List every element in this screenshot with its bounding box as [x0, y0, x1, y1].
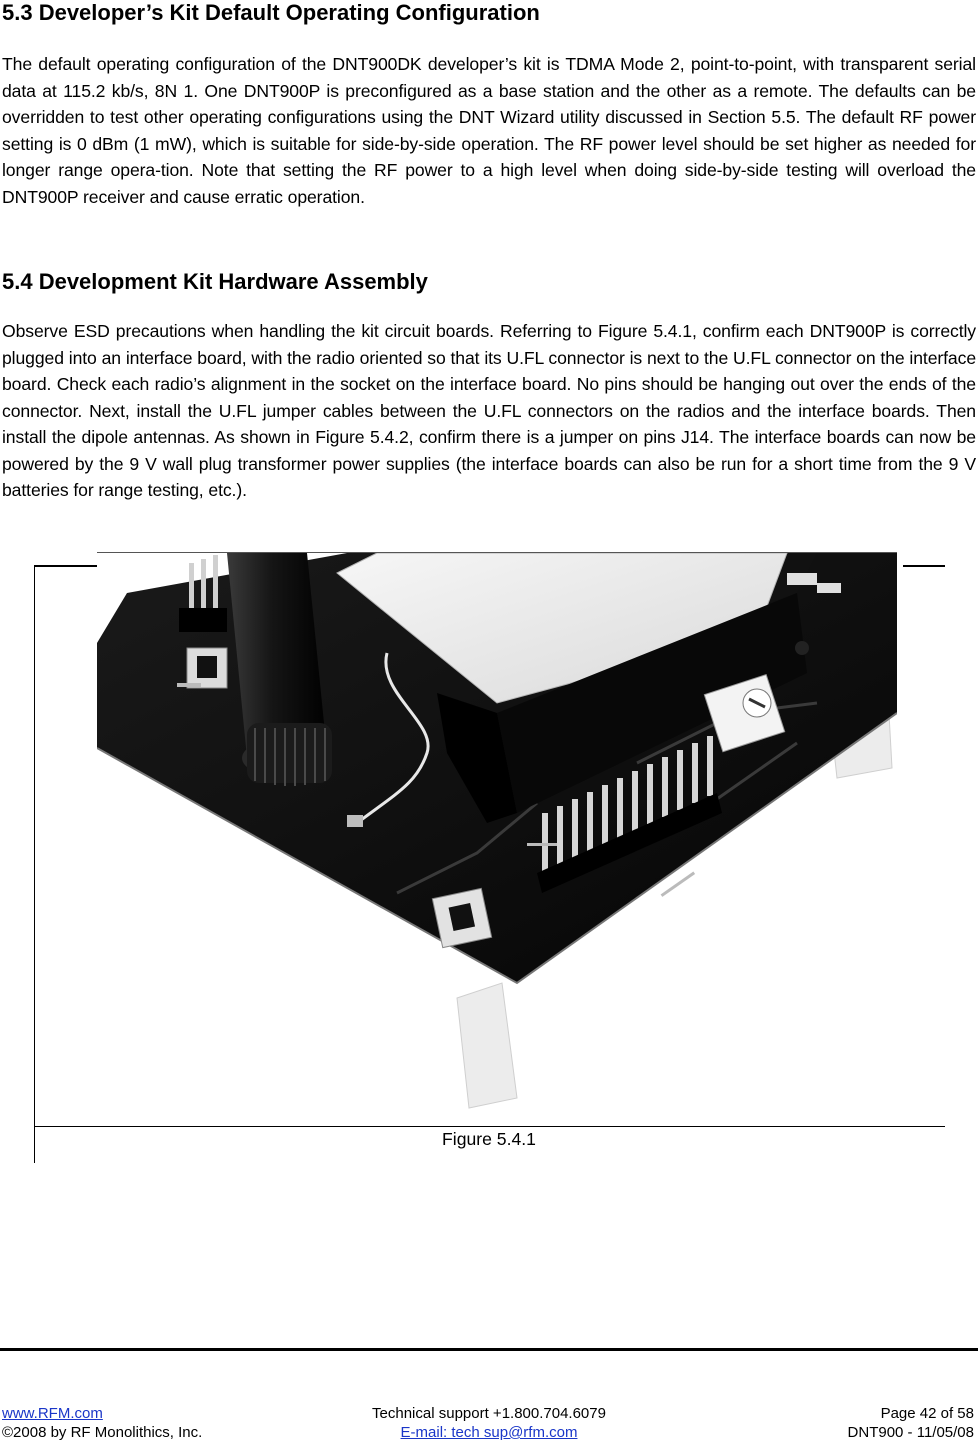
footer-support-phone: Technical support +1.800.704.6079 — [372, 1405, 606, 1422]
footer-document-id: DNT900 - 11/05/08 — [847, 1424, 974, 1441]
section-heading-5-4: 5.4 Development Kit Hardware Assembly — [2, 269, 428, 294]
section-body-5-4: Observe ESD precautions when handling the kit circuit boards. Referring to Figure 5.4.1, confirm each DNT900P is correctly plugged into an interface board, with the radio oriented so that its U.FL connector is next to the U.FL connector on the interface board. Check each radio’s alignment in the socket on the interface board. No pins should be hanging out over the ends of the connector. Next, install the U.FL jumper cables between the U.FL connectors on the radios and the interface boards. Then install the dipole antennas. As shown in Figure 5.4.2, confirm there is a jumper on pins J14. The interface boards can now be powered by the 9 V wall plug transformer power supplies (the interface boards can also be run for a short time from the 9 V batteries for range testing, etc.). — [2, 321, 976, 500]
section-body-5-3: The default operating configuration of the DNT900DK developer’s kit is TDMA Mode 2, point-to-point, with transparent serial data at 115.2 kb/s, 8N 1. One DNT900P is preconfigured as a base station and the other as a remote. The defaults can be overridden to test other operating configurations using the DNT Wizard utility discussed in Section 5.5. The default RF power setting is 0 dBm (1 mW), which is suitable for side-by-side operation. The RF power level should be set higher as needed for longer range opera-tion. Note that setting the RF power to a high level when doing side-by-side testing will overload the DNT900P receiver and cause erratic operation. — [2, 54, 976, 207]
figure-frame-top-right — [903, 565, 945, 567]
figure-frame-left — [34, 565, 35, 1163]
figure-photo-dev-kit-board — [97, 553, 897, 1113]
footer-copyright: ©2008 by RF Monolithics, Inc. — [2, 1424, 203, 1441]
section-heading-5-3: 5.3 Developer’s Kit Default Operating Configuration — [2, 0, 540, 25]
footer-page-number: Page 42 of 58 — [880, 1405, 974, 1422]
website-link[interactable]: www.RFM.com — [2, 1405, 103, 1422]
figure-caption: Figure 5.4.1 — [442, 1129, 536, 1149]
figure-frame-top-left — [34, 565, 105, 567]
email-link[interactable]: E-mail: tech sup@rfm.com — [400, 1424, 578, 1441]
footer-email[interactable] — [0, 1423, 978, 1442]
footer-rule — [0, 1348, 978, 1351]
